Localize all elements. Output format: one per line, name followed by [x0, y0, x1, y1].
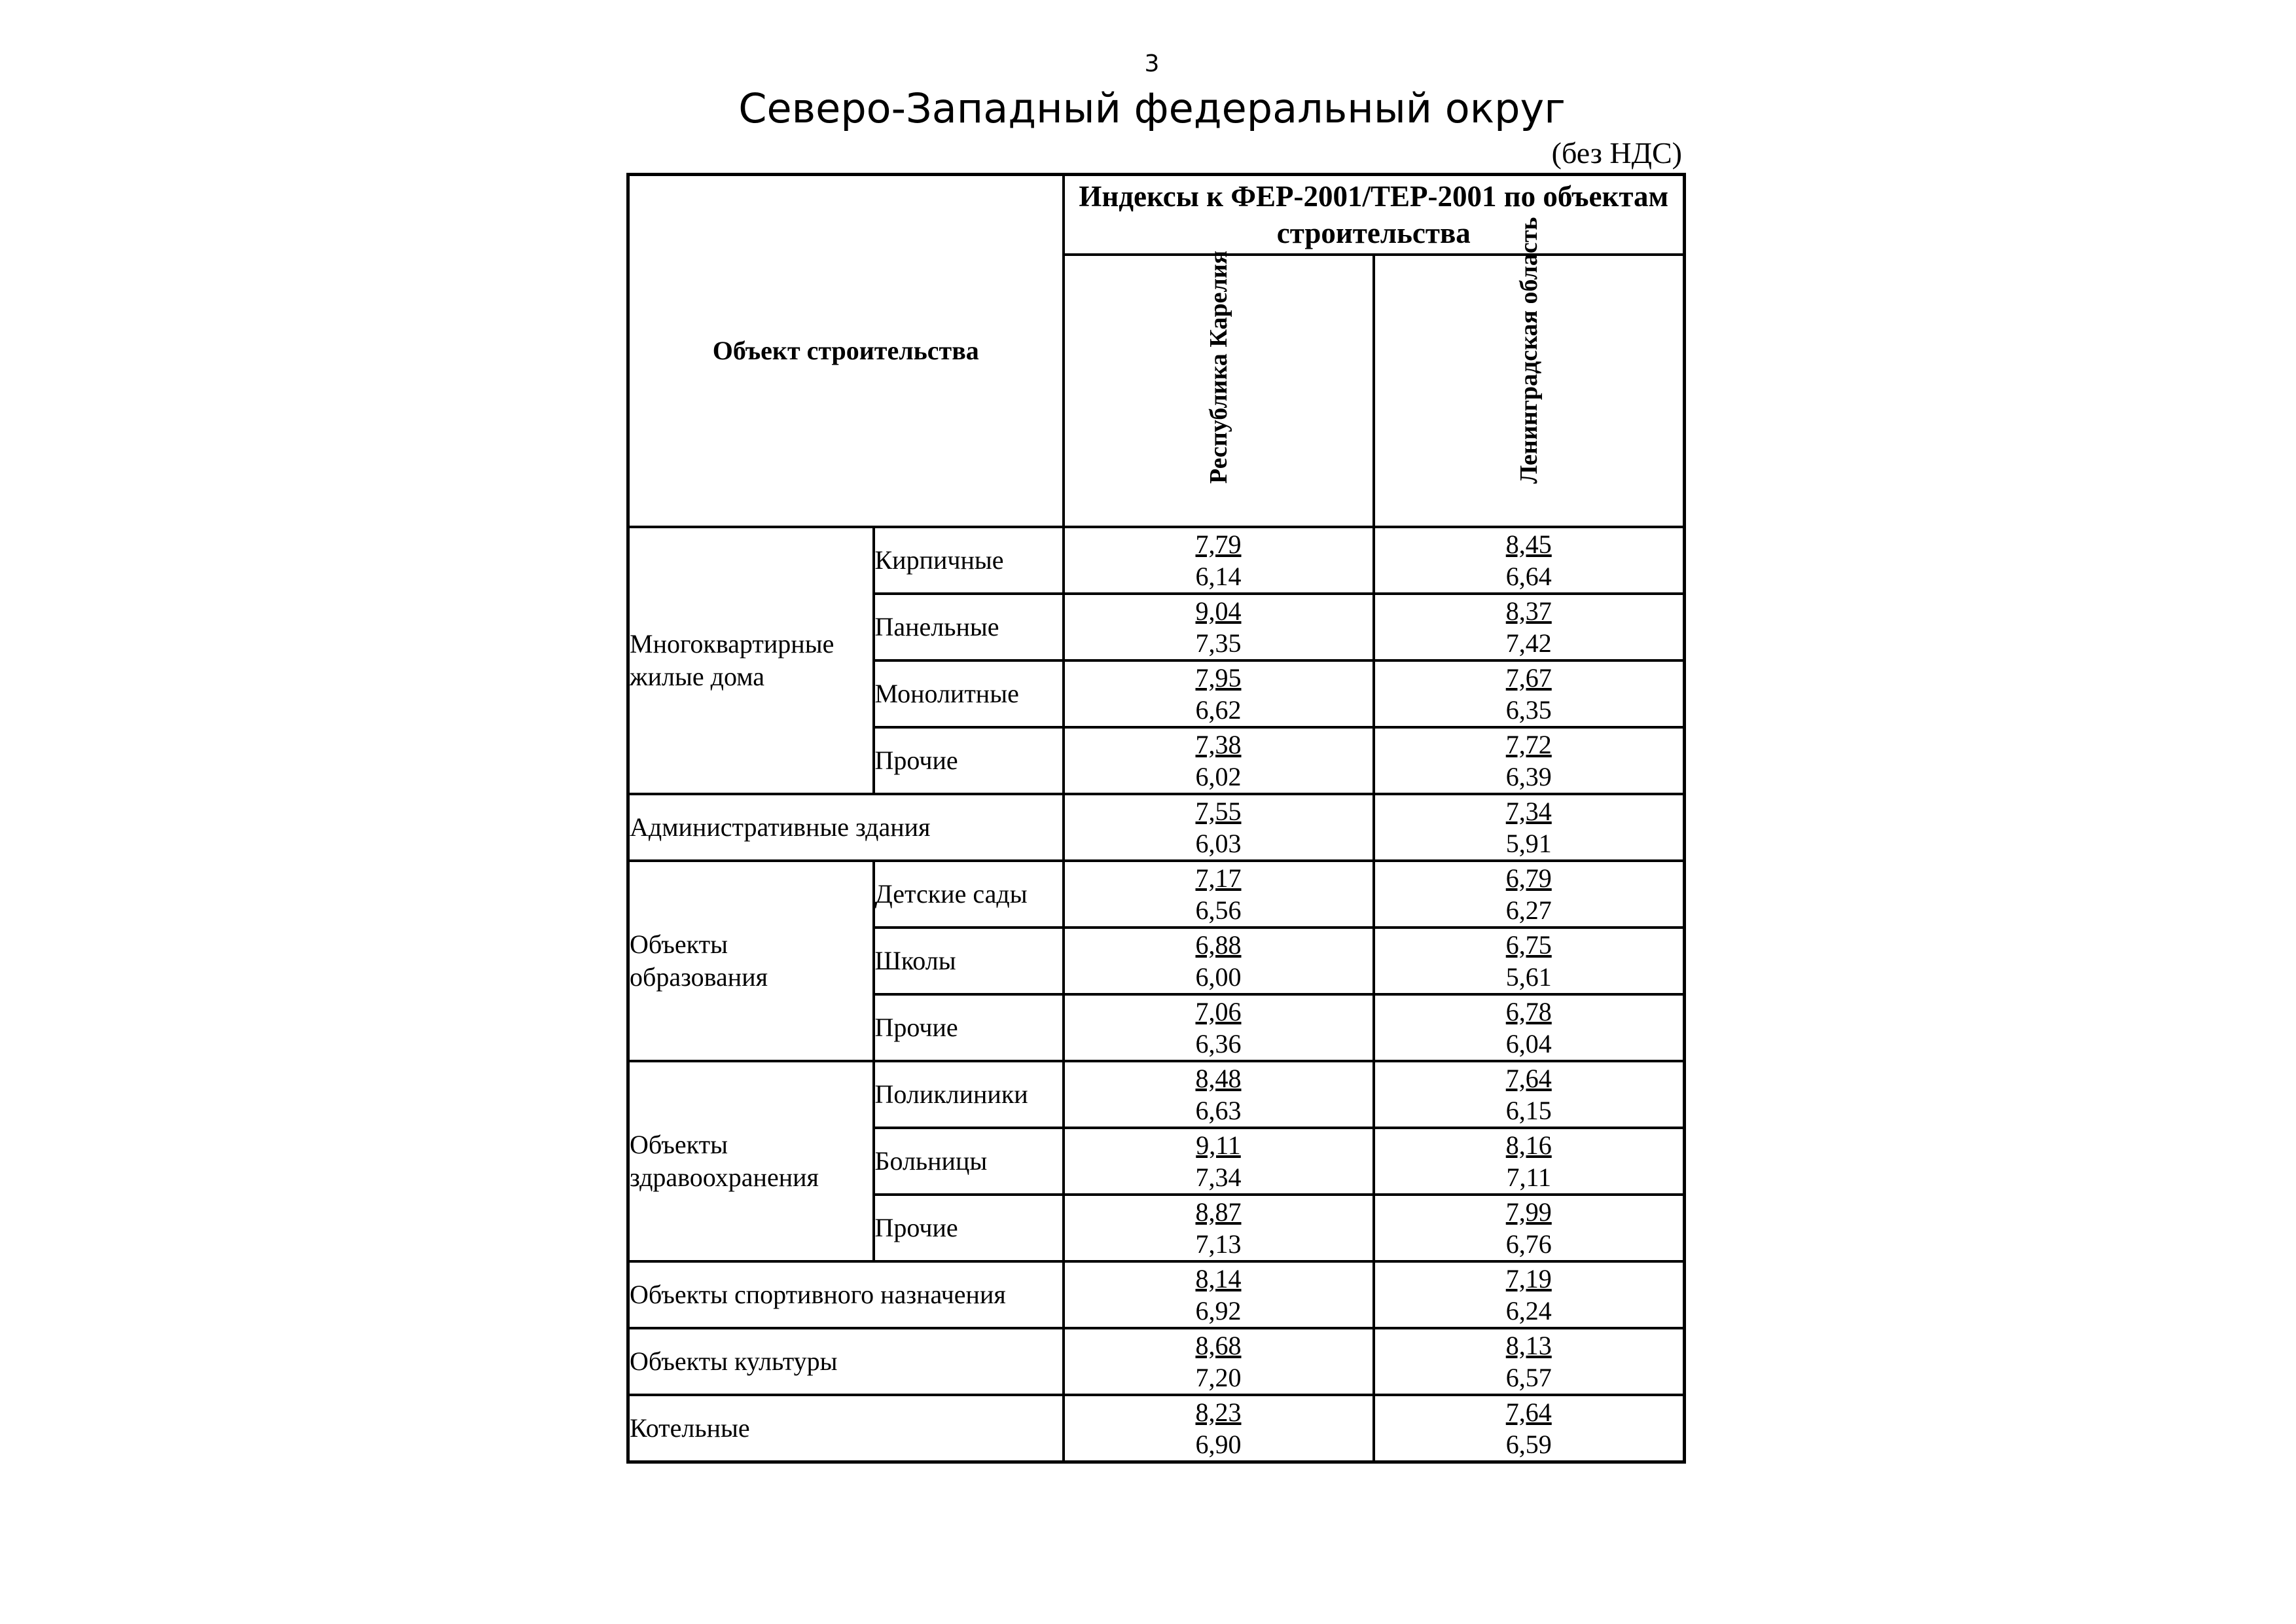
index-value-bottom: 6,90 [1195, 1430, 1242, 1459]
index-value-bottom: 6,39 [1505, 762, 1552, 791]
table-row [628, 1061, 1685, 1128]
index-value-bottom: 6,03 [1195, 829, 1242, 858]
object-group-label: Административные здания [628, 794, 1064, 861]
index-value-bottom: 6,02 [1195, 762, 1242, 791]
object-group-label: Котельные [628, 1395, 1064, 1462]
object-group-label: Объекты здравоохранения [628, 1061, 874, 1261]
index-value-bottom: 6,63 [1195, 1096, 1242, 1125]
index-value-top: 6,79 [1505, 863, 1552, 893]
region-header-karelia [1064, 250, 1374, 527]
index-value-cell [1064, 660, 1374, 727]
index-value-top: 7,64 [1505, 1398, 1552, 1427]
object-type-label: Панельные [874, 594, 1064, 660]
object-type-label: Больницы [874, 1128, 1064, 1195]
index-value-top: 7,38 [1195, 730, 1242, 759]
object-type-label: Прочие [874, 1195, 1064, 1261]
index-value-top: 7,95 [1195, 663, 1242, 693]
index-value-cell [1374, 1061, 1685, 1128]
index-value-top: 8,68 [1195, 1331, 1242, 1360]
index-value-bottom: 7,42 [1505, 628, 1552, 658]
index-value-top: 7,72 [1505, 730, 1552, 759]
index-value-cell [1374, 527, 1685, 594]
index-value-bottom: 6,36 [1195, 1029, 1242, 1058]
region-label: Ленинградская область [1515, 217, 1543, 484]
index-value-cell [1064, 1128, 1374, 1195]
index-value-bottom: 6,57 [1505, 1363, 1552, 1392]
index-value-cell [1064, 594, 1374, 660]
index-value-cell [1064, 1328, 1374, 1395]
index-value-bottom: 6,27 [1505, 895, 1552, 925]
index-value-bottom: 6,00 [1195, 962, 1242, 992]
index-value-top: 9,11 [1196, 1130, 1241, 1160]
index-value-bottom: 6,15 [1505, 1096, 1552, 1125]
index-value-cell [1374, 594, 1685, 660]
index-value-bottom: 7,11 [1506, 1163, 1552, 1192]
page-number: 3 [1144, 50, 1160, 77]
object-type-label: Кирпичные [874, 527, 1064, 594]
index-value-bottom: 7,34 [1195, 1163, 1242, 1192]
index-value-top: 7,17 [1195, 863, 1242, 893]
region-label: Республика Карелия [1204, 250, 1232, 484]
index-value-bottom: 7,13 [1195, 1229, 1242, 1259]
index-value-bottom: 6,56 [1195, 895, 1242, 925]
index-value-top: 6,78 [1505, 997, 1552, 1026]
index-value-cell [1374, 1328, 1685, 1395]
index-value-top: 8,14 [1195, 1264, 1242, 1293]
index-value-cell [1374, 727, 1685, 794]
index-value-cell [1374, 1195, 1685, 1261]
index-value-top: 7,34 [1505, 797, 1552, 826]
vat-note: (без НДС) [1551, 136, 1682, 170]
index-value-top: 8,37 [1505, 596, 1552, 626]
index-value-cell [1064, 994, 1374, 1061]
index-value-cell [1064, 527, 1374, 594]
index-value-top: 8,13 [1505, 1331, 1552, 1360]
index-value-bottom: 6,76 [1505, 1229, 1552, 1259]
index-value-bottom: 7,20 [1195, 1363, 1242, 1392]
index-value-cell [1064, 1061, 1374, 1128]
object-type-label: Монолитные [874, 660, 1064, 727]
object-group-label: Объекты образования [628, 861, 874, 1061]
object-column-header: Объект строительства [628, 175, 1064, 528]
index-value-top: 6,88 [1195, 930, 1242, 960]
index-value-cell [1374, 994, 1685, 1061]
index-value-cell [1374, 1395, 1685, 1462]
index-value-top: 6,75 [1505, 930, 1552, 960]
index-value-top: 7,55 [1195, 797, 1242, 826]
table-row [628, 1395, 1685, 1462]
table-header [628, 175, 1685, 528]
index-value-cell [1374, 660, 1685, 727]
index-value-bottom: 6,59 [1505, 1430, 1552, 1459]
object-type-label: Детские сады [874, 861, 1064, 928]
object-type-label: Прочие [874, 727, 1064, 794]
object-group-label: Объекты спортивного назначения [628, 1261, 1064, 1328]
index-value-cell [1064, 727, 1374, 794]
object-group-label: Объекты культуры [628, 1328, 1064, 1395]
object-type-label: Школы [874, 928, 1064, 994]
object-type-label: Прочие [874, 994, 1064, 1061]
object-type-label: Поликлиники [874, 1061, 1064, 1128]
page-title: Северо-Западный федеральный округ [738, 84, 1566, 132]
index-value-cell [1374, 861, 1685, 928]
region-header-leningrad [1374, 217, 1685, 527]
index-value-cell [1064, 1195, 1374, 1261]
index-value-cell [1064, 1261, 1374, 1328]
index-value-top: 8,23 [1195, 1398, 1242, 1427]
table-row [628, 1328, 1685, 1395]
index-value-bottom: 5,91 [1505, 829, 1552, 858]
index-value-top: 8,87 [1195, 1197, 1242, 1227]
index-value-top: 8,48 [1195, 1064, 1242, 1093]
index-value-bottom: 5,61 [1505, 962, 1552, 992]
index-value-top: 9,04 [1195, 596, 1242, 626]
index-value-cell [1064, 861, 1374, 928]
table-row [628, 794, 1685, 861]
index-value-cell [1374, 1128, 1685, 1195]
index-value-top: 7,64 [1505, 1064, 1552, 1093]
index-value-bottom: 6,04 [1505, 1029, 1552, 1058]
table-row [628, 861, 1685, 928]
table-row [628, 527, 1685, 594]
indices-header: Индексы к ФЕР-2001/ТЕР-2001 по объектам строительства [1064, 175, 1685, 255]
index-value-cell [1064, 1395, 1374, 1462]
index-value-top: 7,79 [1195, 530, 1242, 559]
index-value-cell [1374, 928, 1685, 994]
table-body [628, 527, 1685, 1462]
index-value-top: 7,67 [1505, 663, 1552, 693]
index-value-top: 7,06 [1195, 997, 1242, 1026]
index-value-cell [1064, 794, 1374, 861]
index-value-cell [1374, 1261, 1685, 1328]
index-value-bottom: 6,24 [1505, 1296, 1552, 1326]
table-row [628, 1261, 1685, 1328]
index-value-bottom: 7,35 [1195, 628, 1242, 658]
index-value-top: 7,99 [1505, 1197, 1552, 1227]
index-value-top: 8,45 [1505, 530, 1552, 559]
index-value-cell [1374, 794, 1685, 861]
index-value-bottom: 6,92 [1195, 1296, 1242, 1326]
index-value-cell [1064, 928, 1374, 994]
index-value-top: 7,19 [1505, 1264, 1552, 1293]
index-value-bottom: 6,62 [1195, 695, 1242, 725]
index-table [626, 173, 1686, 1464]
object-group-label: Многоквартирные жилые дома [628, 527, 874, 794]
index-value-top: 8,16 [1505, 1130, 1552, 1160]
index-value-bottom: 6,14 [1195, 562, 1242, 591]
index-value-bottom: 6,35 [1505, 695, 1552, 725]
index-value-bottom: 6,64 [1505, 562, 1552, 591]
